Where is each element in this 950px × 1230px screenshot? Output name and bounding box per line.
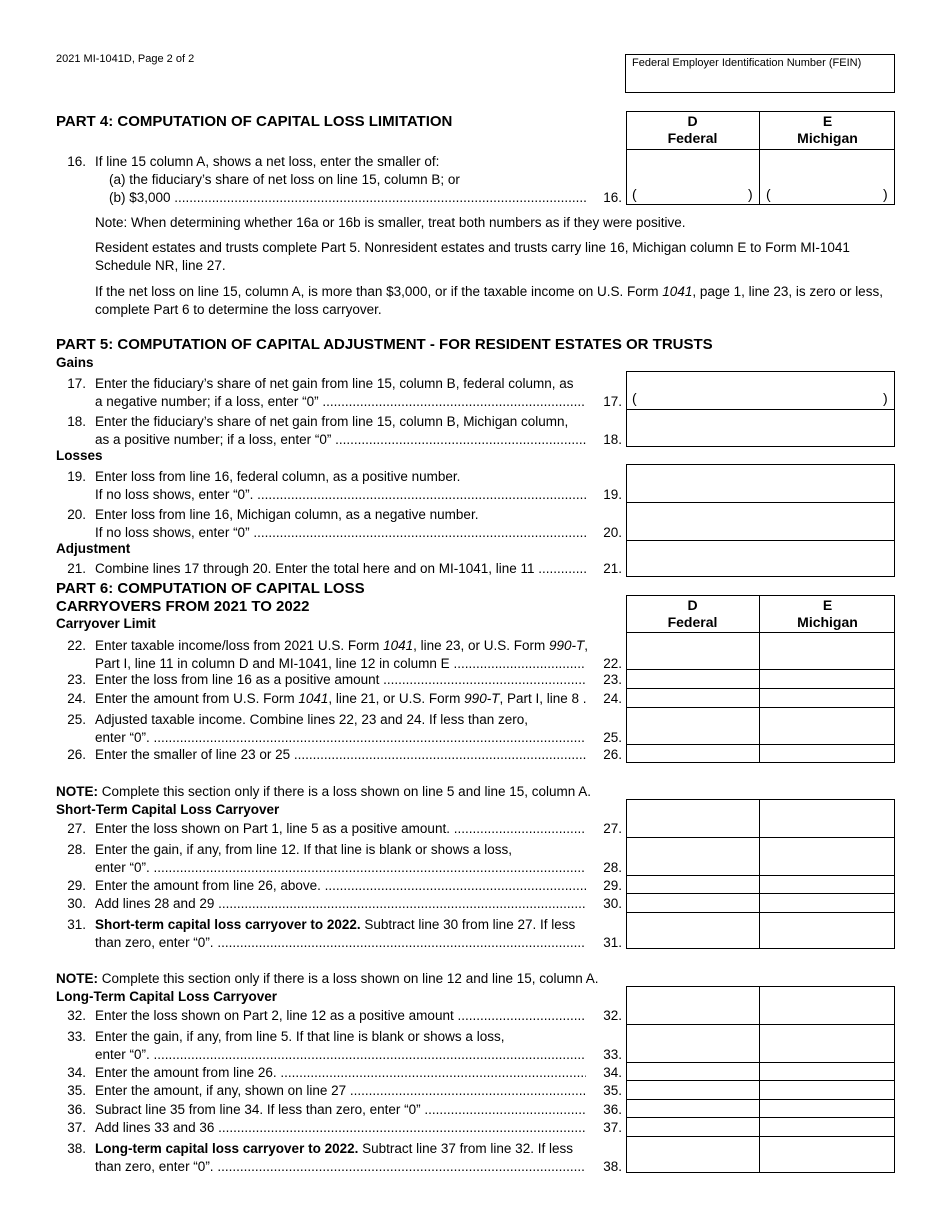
line26-federal-entry[interactable] [626, 745, 759, 763]
line19-entry[interactable] [626, 465, 895, 502]
long-term-divider-35 [626, 1099, 895, 1100]
line-34: 34. Enter the amount from line 26. ..... 34. [56, 1064, 626, 1084]
part4-note-2: Resident estates and trusts complete Part 5. Nonresident estates and trusts carry line 16, Michigan column E to Form MI-1041 Schedule NR, line 27. [95, 240, 850, 273]
line-23: 23. Enter the loss from line 16 as a positive amount ..... 23. [56, 671, 626, 691]
long-term-divider-33 [626, 1062, 895, 1063]
long-term-divider-34 [626, 1080, 895, 1081]
part5-title: PART 5: COMPUTATION OF CAPITAL ADJUSTMENT - FOR RESIDENT ESTATES OR TRUSTS [56, 336, 713, 353]
line23-michigan-entry[interactable] [760, 670, 895, 688]
long-term-heading: Long-Term Capital Loss Carryover [56, 989, 278, 1004]
line17-entry[interactable] [626, 390, 895, 409]
line-26: 26. Enter the smaller of line 23 or 25 ..... 26. [56, 746, 626, 766]
line-21: 21. Combine lines 17 through 20. Enter the total here and on MI-1041, line 11 ..... 21. [56, 560, 626, 580]
line16-d-paren-close: ) [748, 186, 753, 202]
line-18: 18. Enter the fiduciary’s share of net gain from line 15, column B, Michigan column, as a positive number; if a loss, enter “0” ..... 18. [56, 413, 626, 451]
line17-paren-open: ( [632, 390, 637, 406]
line-17: 17. Enter the fiduciary’s share of net gain from line 15, column B, federal column, as a negative number; if a loss, enter “0” ..... 17. [56, 375, 626, 413]
line16-e-paren-open: ( [766, 186, 771, 202]
long-term-divider-36 [626, 1117, 895, 1118]
short-term-divider-30 [626, 912, 895, 913]
line-24: 24. Enter the amount from U.S. Form 1041, line 21, or U.S. Form 990-T, Part I, line 8 ..... 24. [56, 690, 626, 710]
line-25: 25. Adjusted taxable income. Combine lines 22, 23 and 24. If less than zero, enter “0”. ..... 25. [56, 711, 626, 749]
part6-col-d-header: D Federal [667, 597, 718, 630]
losses-heading: Losses [56, 448, 103, 463]
part4-note-1: Note: When determining whether 16a or 16b is smaller, treat both numbers as if they were positive. [95, 215, 686, 230]
line-35: 35. Enter the amount, if any, shown on line 27 ..... 35. [56, 1082, 626, 1102]
short-term-divider-28 [626, 875, 895, 876]
line22-federal-entry[interactable] [626, 633, 759, 669]
line-31: 31. Short-term capital loss carryover to 2022. Subtract line 30 from line 27. If less than zero, enter “0”. ..... 31. [56, 916, 626, 954]
line26-michigan-entry[interactable] [760, 745, 895, 763]
short-term-col-divider [759, 799, 760, 949]
fein-label: Federal Employer Identification Number (FEIN) [632, 57, 862, 69]
line-37: 37. Add lines 33 and 36 ..... 37. [56, 1119, 626, 1139]
line-36: 36. Subract line 35 from line 34. If less than zero, enter “0” ..... 36. [56, 1101, 626, 1121]
line22-michigan-entry[interactable] [760, 633, 895, 669]
part4-col-d-header: D Federal [667, 113, 718, 146]
line-20: 20. Enter loss from line 16, Michigan column, as a negative number. If no loss shows, enter “0” ..... 20. [56, 506, 626, 544]
line17-paren-close: ) [883, 390, 888, 406]
part6-title: PART 6: COMPUTATION OF CAPITAL LOSS CARRYOVERS FROM 2021 TO 2022 [56, 580, 365, 615]
long-term-note: NOTE: Complete this section only if there is a loss shown on line 12 and line 15, column A. [56, 971, 599, 986]
line-16: 16. If line 15 column A, shows a net loss, enter the smaller of: (a) the fiduciary’s share of net loss on line 15, column B; or (b) $3,000 ..... 16. [56, 153, 626, 207]
line25-federal-entry[interactable] [626, 708, 759, 744]
short-term-divider-27 [626, 837, 895, 838]
line-29: 29. Enter the amount from line 26, above. ..... 29. [56, 877, 626, 897]
short-term-grid [626, 799, 895, 949]
line-30: 30. Add lines 28 and 29 ..... 30. [56, 895, 626, 915]
line-33: 33. Enter the gain, if any, from line 5. If that line is blank or shows a loss, enter “0”. ..... 33. [56, 1028, 626, 1066]
long-term-divider-32 [626, 1024, 895, 1025]
line20-entry[interactable] [626, 503, 895, 540]
short-term-heading: Short-Term Capital Loss Carryover [56, 802, 280, 817]
line16-d-paren-open: ( [632, 186, 637, 202]
gains-heading: Gains [56, 355, 94, 370]
line18-entry[interactable] [626, 410, 895, 447]
line-38: 38. Long-term capital loss carryover to 2022. Subtract line 37 from line 32. If less than zero, enter “0”. ..... 38. [56, 1140, 626, 1178]
line-28: 28. Enter the gain, if any, from line 12. If that line is blank or shows a loss, enter “0”. ..... 28. [56, 841, 626, 879]
line25-michigan-entry[interactable] [760, 708, 895, 744]
adjustment-heading: Adjustment [56, 541, 131, 556]
part4-note-3: If the net loss on line 15, column A, is more than $3,000, or if the taxable income on U.S. Form 1041, page 1, line 23, is zero or less, complete Part 6 to determine the loss carryover. [95, 284, 883, 317]
line-27: 27. Enter the loss shown on Part 1, line 5 as a positive amount. ..... 27. [56, 820, 626, 840]
line24-federal-entry[interactable] [626, 689, 759, 707]
line21-entry[interactable] [626, 541, 895, 577]
line24-michigan-entry[interactable] [760, 689, 895, 707]
line16-e-paren-close: ) [883, 186, 888, 202]
short-term-divider-29 [626, 893, 895, 894]
short-term-note: NOTE: Complete this section only if there is a loss shown on line 5 and line 15, column A. [56, 784, 592, 799]
line-19: 19. Enter loss from line 16, federal column, as a positive number. If no loss shows, enter “0”. ..... 19. [56, 468, 626, 506]
fein-field[interactable] [625, 54, 895, 93]
carryover-limit-heading: Carryover Limit [56, 616, 156, 631]
line16-entry[interactable] [626, 186, 895, 205]
line-32: 32. Enter the loss shown on Part 2, line 12 as a positive amount ..... 32. [56, 1007, 626, 1027]
line23-federal-entry[interactable] [626, 670, 759, 688]
part4-col-e-header: E Michigan [797, 113, 858, 146]
long-term-divider-37 [626, 1136, 895, 1137]
page-label: 2021 MI-1041D, Page 2 of 2 [56, 53, 195, 65]
part6-col-e-header: E Michigan [797, 597, 858, 630]
part4-title: PART 4: COMPUTATION OF CAPITAL LOSS LIMITATION [56, 113, 453, 130]
line-22: 22. Enter taxable income/loss from 2021 U.S. Form 1041, line 23, or U.S. Form 990-T, Part I, line 11 in column D and MI-1041, line 12 in column E ..... 22. [56, 637, 626, 675]
